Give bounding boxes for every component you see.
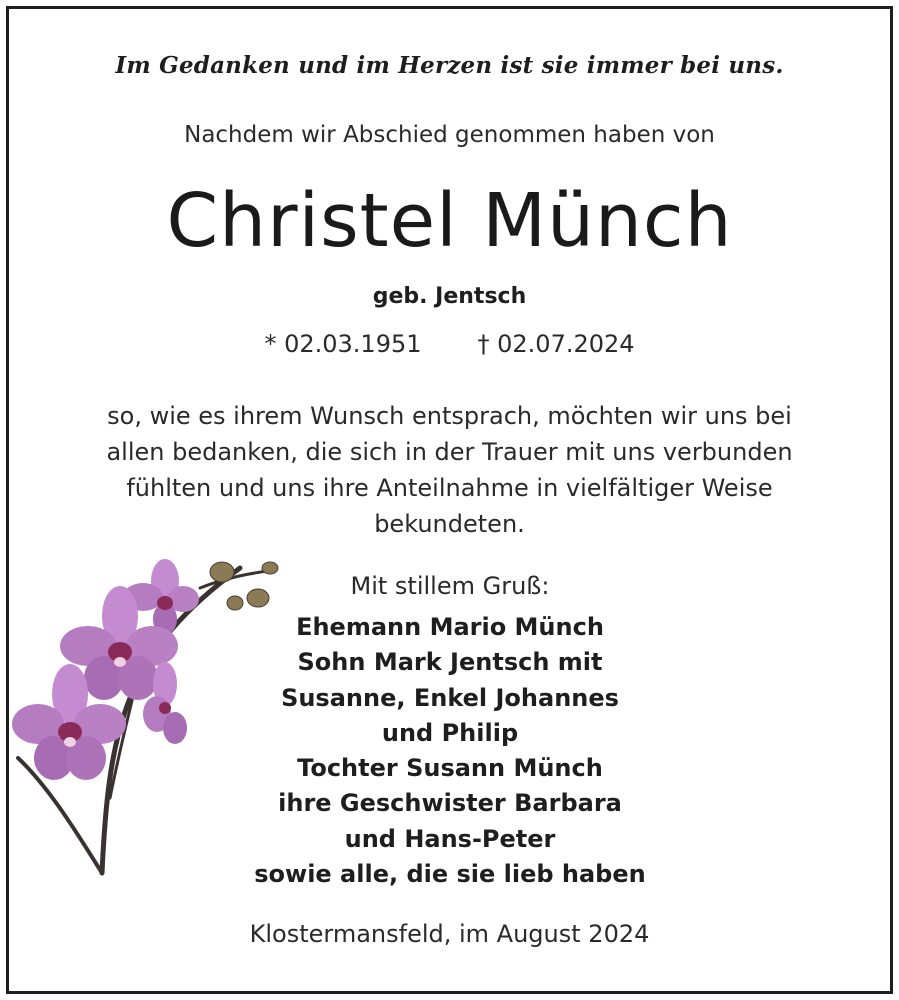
family-line: Susanne, Enkel Johannes — [281, 683, 619, 712]
place-and-date: Klostermansfeld, im August 2024 — [249, 920, 650, 948]
family-signatures — [200, 610, 700, 892]
birth-date: * 02.03.1951 — [264, 330, 422, 358]
family-line: und Philip — [381, 718, 519, 747]
motto: Im Gedanken und im Herzen ist sie immer bei uns. — [115, 52, 784, 79]
death-date: † 02.07.2024 — [477, 330, 635, 358]
family-line: und Hans-Peter — [344, 824, 556, 853]
intro-text: Nachdem wir Abschied genommen haben von — [184, 122, 715, 148]
life-dates — [0, 330, 899, 358]
family-line: sowie alle, die sie lieb haben — [254, 860, 646, 889]
family-line: Ehemann Mario Münch — [296, 613, 604, 641]
family-line: Sohn Mark Jentsch mit — [297, 648, 603, 677]
deceased-name: Christel Münch — [166, 178, 733, 264]
family-line: Tochter Susann Münch — [297, 754, 603, 783]
thanks-line: fühlten und uns ihre Anteilnahme in vielfältiger Weise — [126, 474, 773, 502]
thanks-line: so, wie es ihrem Wunsch entsprach, möchten wir uns bei — [107, 402, 792, 430]
family-line: ihre Geschwister Barbara — [278, 789, 622, 818]
greeting: Mit stillem Gruß: — [350, 572, 550, 600]
thanks-text — [0, 398, 899, 542]
maiden-name: geb. Jentsch — [372, 284, 527, 309]
thanks-line: bekundeten. — [374, 510, 525, 538]
thanks-line: allen bedanken, die sich in der Trauer mit uns verbunden — [106, 438, 793, 466]
